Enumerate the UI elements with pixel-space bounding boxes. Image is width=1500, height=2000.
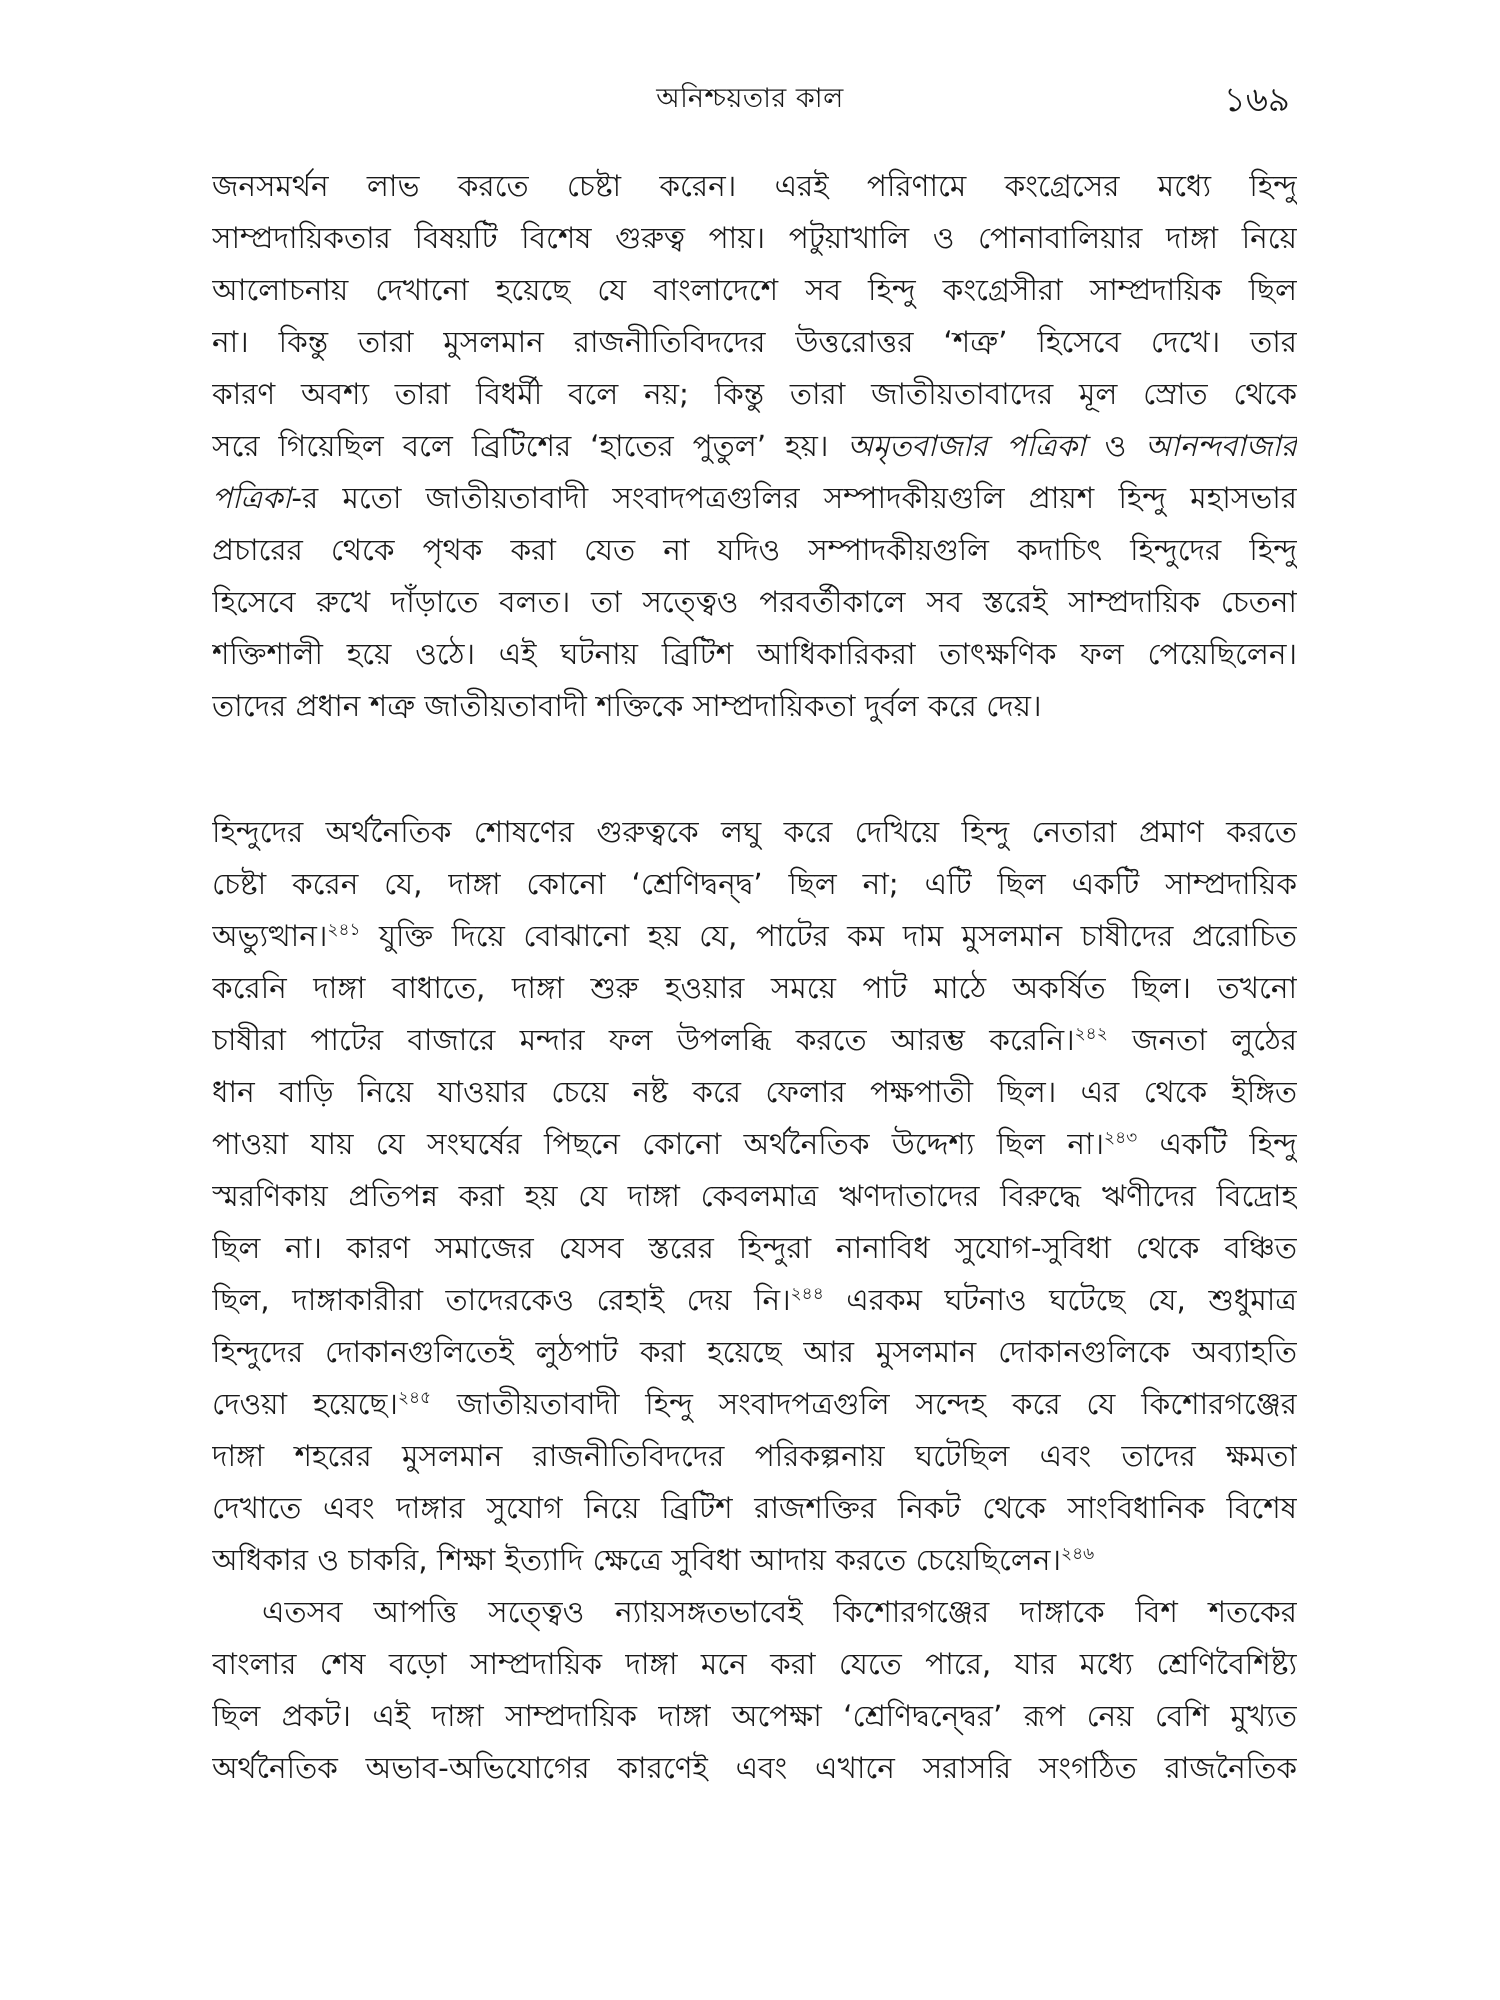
text-line: স্মরণিকায় প্রতিপন্ন করা হয় যে দাঙ্গা কেবলমাত্র ঋণদাতাদের বিরুদ্ধে ঋণীদের বিদ্রোহ [212,1179,1297,1213]
text-line: ছিল প্রকট। এই দাঙ্গা সাম্প্রদায়িক দাঙ্গা অপেক্ষা ‘শ্রেণিদ্বন্দ্বের’ রূপ নেয় বেশি মুখ্যত [212,1699,1297,1733]
text-line: বাংলার শেষ বড়ো সাম্প্রদায়িক দাঙ্গা মনে করা যেতে পারে, যার মধ্যে শ্রেণিবৈশিষ্ট্য [212,1647,1297,1681]
text-line: আলোচনায় দেখানো হয়েছে যে বাংলাদেশে সব হিন্দু কংগ্রেসীরা সাম্প্রদায়িক ছিল [212,273,1297,307]
text-line: পত্রিকা-র মতো জাতীয়তাবাদী সংবাদপত্রগুলির সম্পাদকীয়গুলি প্রায়শ হিন্দু মহাসভার [212,481,1297,515]
footnote-ref: ২৪২ [1074,1024,1108,1044]
footnote-ref: ২৪৩ [1104,1128,1138,1148]
text-line: করেনি দাঙ্গা বাধাতে, দাঙ্গা শুরু হওয়ার সময়ে পাট মাঠে অকর্ষিত ছিল। তখনো [212,971,1297,1005]
text-line: দেখাতে এবং দাঙ্গার সুযোগ নিয়ে ব্রিটিশ রাজশক্তির নিকট থেকে সাংবিধানিক বিশেষ [212,1491,1297,1525]
newspaper-title: আনন্দবাজার [1145,429,1297,463]
footnote-ref: ২৪৫ [397,1388,432,1408]
footnote-ref: ২৪১ [327,920,361,940]
text-line: হিন্দুদের দোকানগুলিতেই লুঠপাট করা হয়েছে আর মুসলমান দোকানগুলিকে অব্যাহতি [212,1335,1297,1369]
footnote-ref: ২৪৪ [790,1284,824,1304]
text-line: অভ্যুত্থান।$^{২৪১}$ যুক্তি দিয়ে বোঝানো হয় যে, পাটের কম দাম মুসলমান চাষীদের প্ররোচিত [212,919,1297,953]
text-line: পাওয়া যায় যে সংঘর্ষের পিছনে কোনো অর্থনৈতিক উদ্দেশ্য ছিল না।$^{২৪৩}$ একটি হিন্দু [212,1127,1297,1161]
text-line: সাম্প্রদায়িকতার বিষয়টি বিশেষ গুরুত্ব পায়। পটুয়াখালি ও পোনাবালিয়ার দাঙ্গা নিয়ে [212,221,1297,255]
text-line: সরে গিয়েছিল বলে ব্রিটিশের ‘হাতের পুতুল’ হয়। অমৃতবাজার পত্রিকা ও আনন্দবাজার [212,429,1297,463]
newspaper-title: অমৃতবাজার পত্রিকা [847,429,1086,463]
paragraph-2 [212,806,1297,1586]
paragraph-1 [212,160,1297,732]
text-line: না। কিন্তু তারা মুসলমান রাজনীতিবিদদের উত্তরোত্তর ‘শত্রু’ হিসেবে দেখে। তার [212,325,1297,359]
text-line: দাঙ্গা শহরের মুসলমান রাজনীতিবিদদের পরিকল্পনায় ঘটেছিল এবং তাদের ক্ষমতা [212,1439,1297,1473]
page-number: ১৬৯ [1223,80,1290,120]
newspaper-title: পত্রিকা [212,481,292,515]
footnote-ref: ২৪৬ [1061,1544,1095,1564]
running-title: অনিশ্চয়তার কাল [656,83,844,114]
text-line: হিসেবে রুখে দাঁড়াতে বলত। তা সত্ত্বেও পরবর্তীকালে সব স্তরেই সাম্প্রদায়িক চেতনা [212,585,1297,619]
text-line: জনসমর্থন লাভ করতে চেষ্টা করেন। এরই পরিণামে কংগ্রেসের মধ্যে হিন্দু [212,169,1297,203]
text-line: দেওয়া হয়েছে।$^{২৪৫}$ জাতীয়তাবাদী হিন্দু সংবাদপত্রগুলি সন্দেহ করে যে কিশোরগঞ্জের [212,1387,1297,1421]
text-line: অর্থনৈতিক অভাব-অভিযোগের কারণেই এবং এখানে সরাসরি সংগঠিত রাজনৈতিক [212,1751,1297,1785]
text-line: অধিকার ও চাকরি, শিক্ষা ইত্যাদি ক্ষেত্রে সুবিধা আদায় করতে চেয়েছিলেন।$^{২৪৬}$ [212,1543,1095,1577]
text-line: কারণ অবশ্য তারা বিধর্মী বলে নয়; কিন্তু তারা জাতীয়তাবাদের মূল স্রোত থেকে [212,377,1297,411]
text-line: চাষীরা পাটের বাজারে মন্দার ফল উপলব্ধি করতে আরম্ভ করেনি।$^{২৪২}$ জনতা লুঠের [212,1023,1297,1057]
text-line: ধান বাড়ি নিয়ে যাওয়ার চেয়ে নষ্ট করে ফেলার পক্ষপাতী ছিল। এর থেকে ইঙ্গিত [212,1075,1297,1109]
text-line: চেষ্টা করেন যে, দাঙ্গা কোনো ‘শ্রেণিদ্বন্দ্ব’ ছিল না; এটি ছিল একটি সাম্প্রদায়িক [212,867,1297,901]
body-text [212,160,1297,1794]
text-line: ছিল, দাঙ্গাকারীরা তাদেরকেও রেহাই দেয় নি।$^{২৪৪}$ এরকম ঘটনাও ঘটেছে যে, শুধুমাত্র [212,1283,1297,1317]
text-line: এতসব আপত্তি সত্ত্বেও ন্যায়সঙ্গতভাবেই কিশোরগঞ্জের দাঙ্গাকে বিশ শতকের [262,1595,1297,1629]
text-line: শক্তিশালী হয়ে ওঠে। এই ঘটনায় ব্রিটিশ আধিকারিকরা তাৎক্ষণিক ফল পেয়েছিলেন। [212,637,1297,671]
text-line: প্রচারের থেকে পৃথক করা যেত না যদিও সম্পাদকীয়গুলি কদাচিৎ হিন্দুদের হিন্দু [212,533,1297,567]
paragraph-3 [212,1586,1297,1794]
text-line: ছিল না। কারণ সমাজের যেসব স্তরের হিন্দুরা নানাবিধ সুযোগ-সুবিধা থেকে বঞ্চিত [212,1231,1297,1265]
text-line: তাদের প্রধান শত্রু জাতীয়তাবাদী শক্তিকে সাম্প্রদায়িকতা দুর্বল করে দেয়। [212,689,1042,723]
text-line: হিন্দুদের অর্থনৈতিক শোষণের গুরুত্বকে লঘু করে দেখিয়ে হিন্দু নেতারা প্রমাণ করতে [212,815,1297,849]
